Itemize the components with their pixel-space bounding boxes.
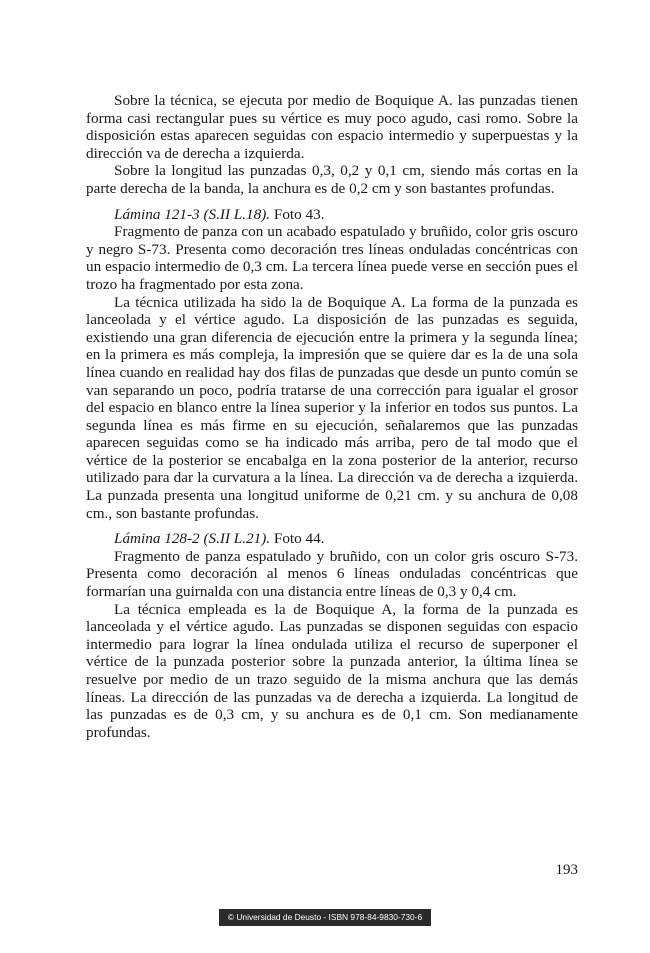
heading-photo: Foto 44. — [273, 530, 325, 548]
heading-lamina-128-2 — [86, 530, 578, 548]
paragraph-technique-1: Sobre la técnica, se ejecuta por medio de Boquique A. las punzadas tienen forma casi rectangular pues su vértice es muy poco agudo, casi romo. Sobre la disposición estas aparecen seguidas con espacio intermedio y superpuestas y la dirección va de derecha a izquierda. — [86, 92, 578, 162]
page-number: 193 — [555, 862, 578, 878]
copyright-footer: © Universidad de Deusto - ISBN 978-84-9830-730-6 — [219, 909, 431, 926]
paragraph-technique-3: La técnica empleada es la de Boquique A, la forma de la punzada es lanceolada y el vértice agudo. Las punzadas se disponen seguidas con espacio intermedio para lograr la línea ondulada utiliza el recurso de superponer el vértice de la punzada posterior sobre la punzada anterior, la última línea se resuelve por medio de un trazo seguido de la misma anchura que las demás líneas. La dirección de las punzadas va de derecha a izquierda. La longitud de las punzadas es de 0,3 cm, y su anchura es de 0,1 cm. Son medianamente profundas. — [86, 600, 578, 741]
body-text — [86, 92, 578, 741]
paragraph-length-1: Sobre la longitud las punzadas 0,3, 0,2 y 0,1 cm, siendo más cortas en la parte derecha de la banda, la anchura es de 0,2 cm y son bastantes profundas. — [86, 162, 578, 197]
heading-lamina-121-3 — [86, 206, 578, 224]
paragraph-technique-2: La técnica utilizada ha sido la de Boquique A. La forma de la punzada es lanceolada y el vértice agudo. La disposición de las punzadas es seguida, existiendo una gran diferencia de ejecución entre la primera y la segunda línea; en la primera es más compleja, la impresión que se quiere dar es la de una sola línea cuando en realidad hay dos filas de punzadas que desde un punto común se van separando un poco, podría tratarse de una corrección para igualar el grosor del espacio en blanco entre la línea superior y la inferior en todos sus puntos. La segunda línea es más firme en su ejecución, señalaremos que las punzadas aparecen seguidas como se ha indicado más arriba, pero de tal modo que el vértice de la posterior se encabalga en la zona posterior de la anterior, recurso utilizado para dar la curvatura a la línea. La dirección va de derecha a izquierda. La punzada presenta una longitud uniforme de 0,21 cm. y su anchura de 0,08 cm., son bastante profundas. — [86, 293, 578, 522]
paragraph-fragment-1: Fragmento de panza con un acabado espatulado y bruñido, color gris oscuro y negro S-73. Presenta como decoración tres líneas onduladas concéntricas con un espacio intermedio de 0,3 cm. La tercera línea puede verse en sección pues el trozo ha fragmentado por esta zona. — [86, 223, 578, 293]
paragraph-fragment-2: Fragmento de panza espatulado y bruñido, con un color gris oscuro S-73. Presenta como decoración al menos 6 líneas onduladas concéntricas que formarían una guirnalda con una distancia entre líneas de 0,3 y 0,4 cm. — [86, 547, 578, 601]
heading-photo: Foto 43. — [273, 205, 325, 223]
heading-ref: Lámina 121-3 (S.II L.18). — [114, 205, 271, 223]
heading-ref: Lámina 128-2 (S.II L.21). — [114, 530, 271, 548]
